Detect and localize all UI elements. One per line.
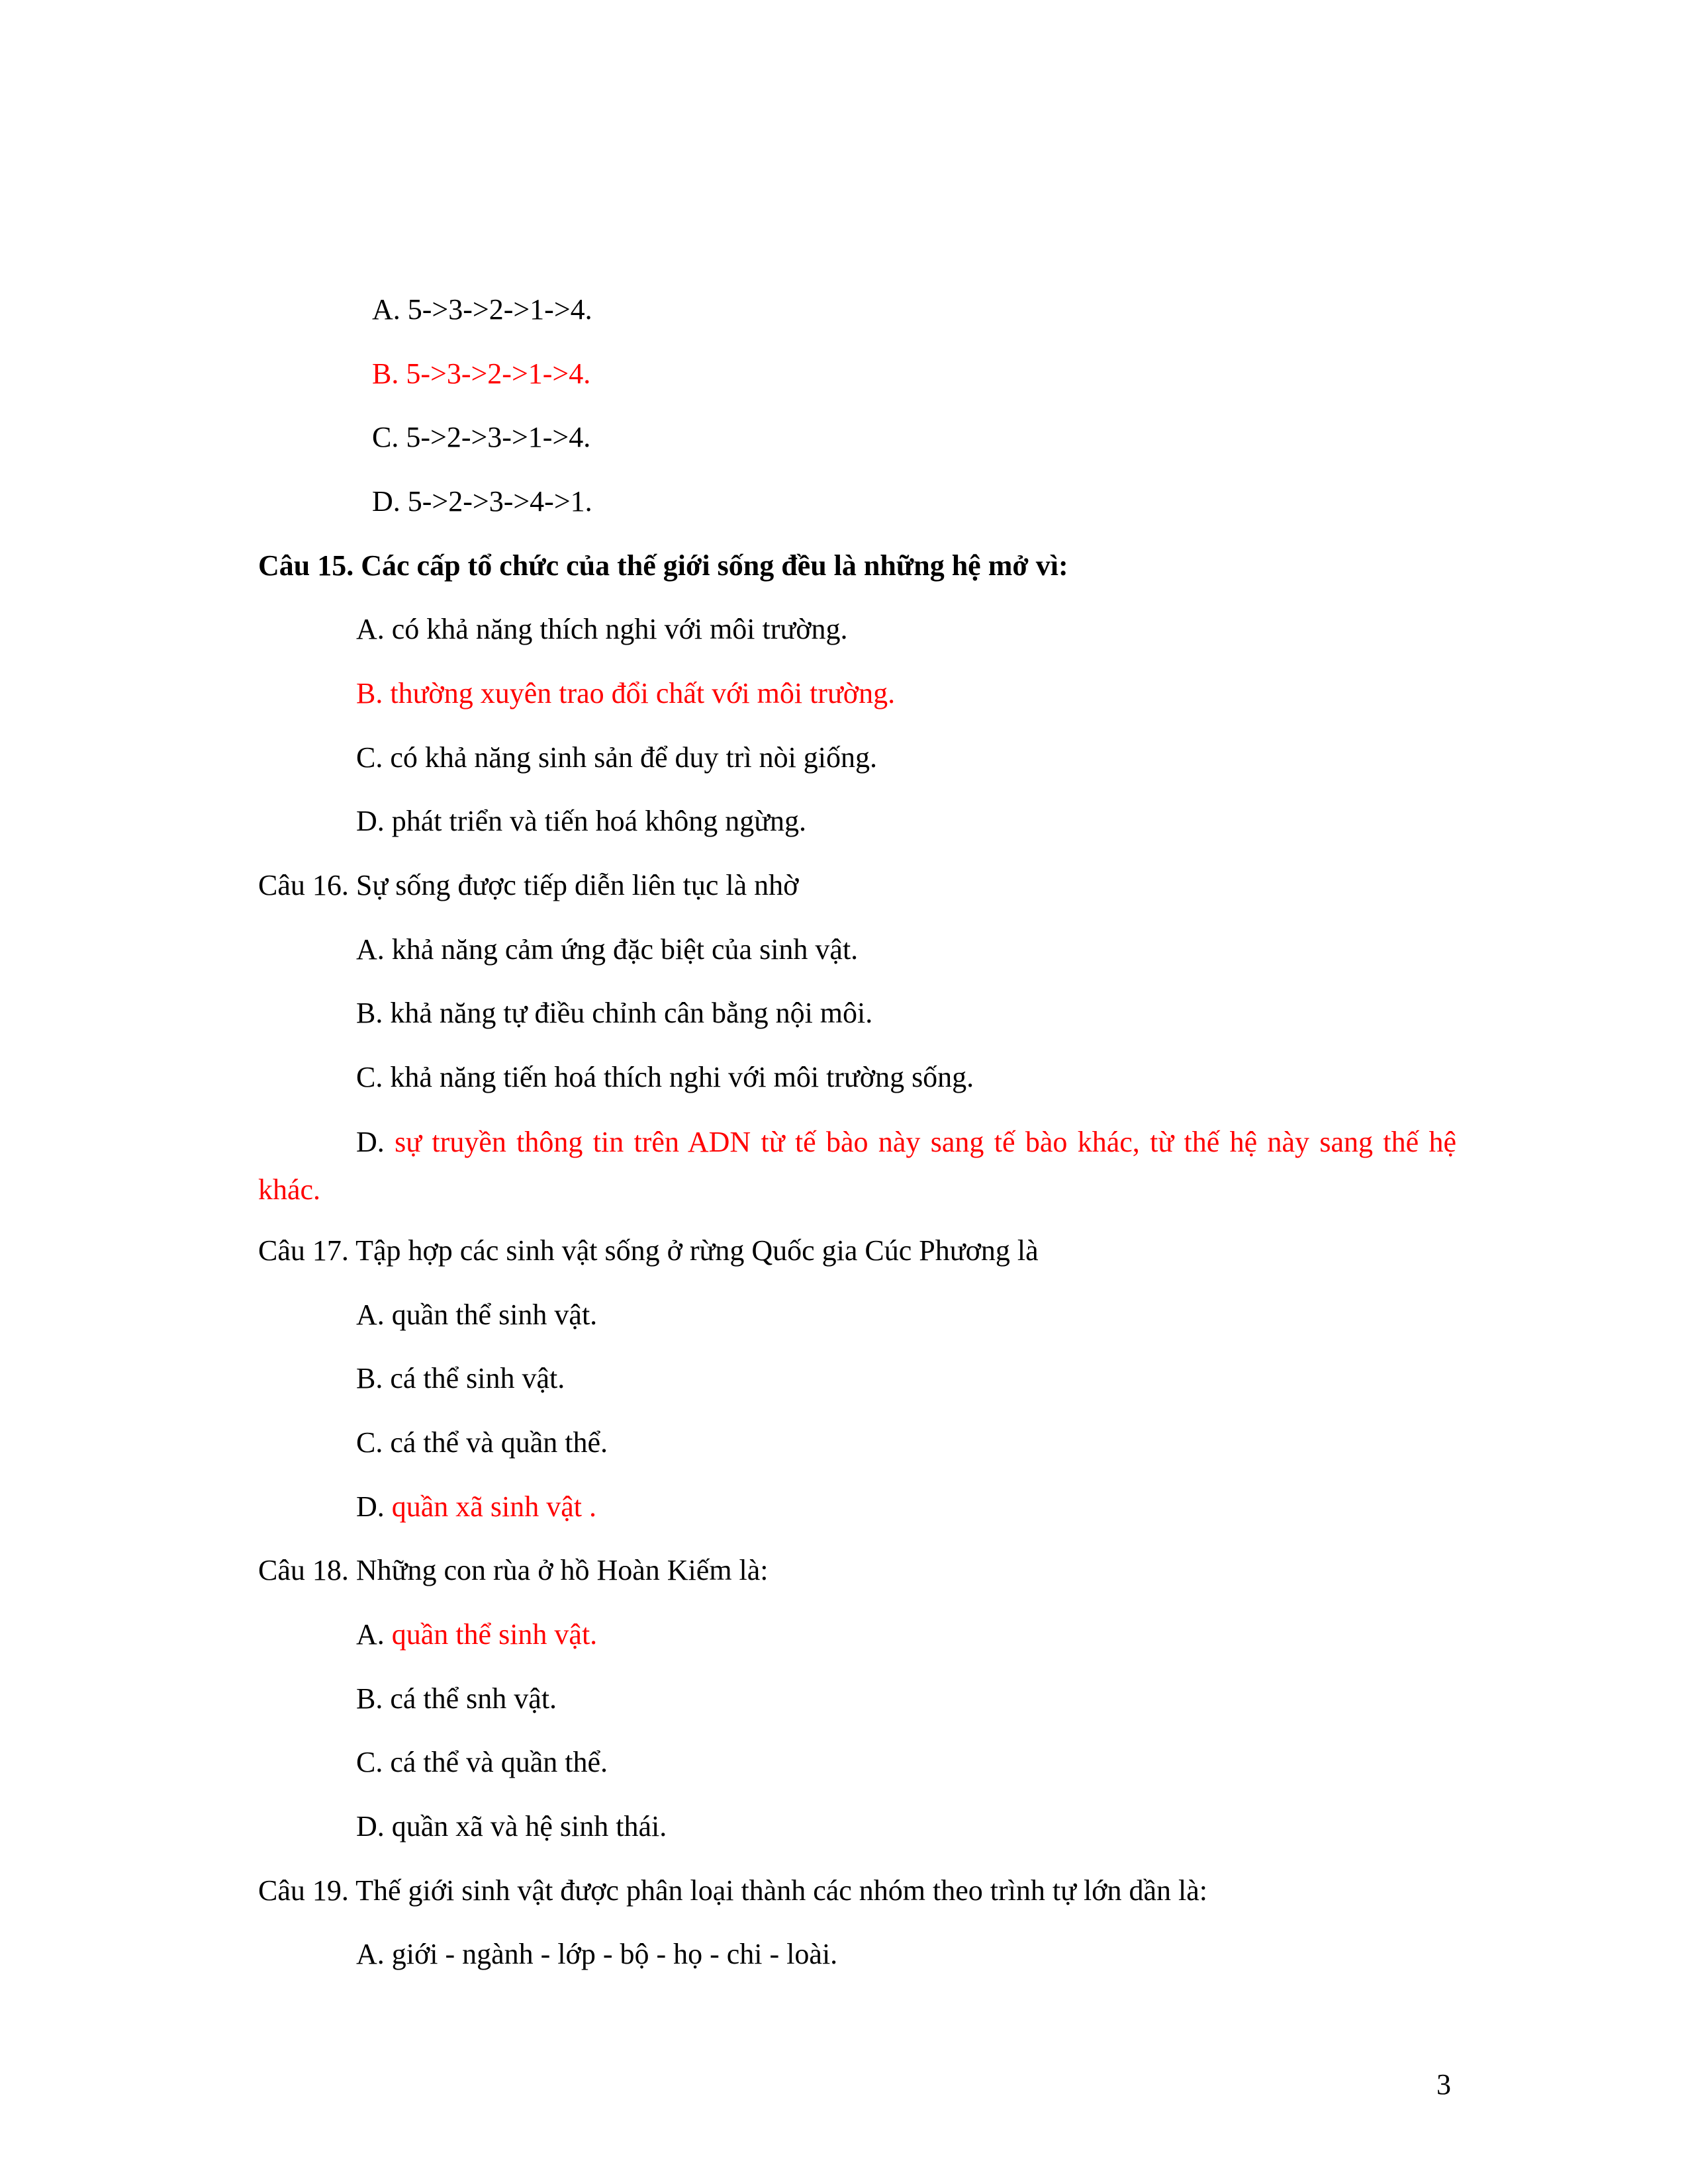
option-letter: A. [356, 1618, 385, 1651]
q18-option-a-answer [356, 1616, 597, 1653]
option-text: cá thể snh vật. [390, 1682, 557, 1715]
option-letter: D. [372, 485, 400, 518]
option-text: khả năng tiến hoá thích nghi với môi trường sống. [390, 1061, 974, 1093]
option-letter: D. [356, 1810, 385, 1843]
q18-question: Câu 18. Những con rùa ở hồ Hoàn Kiếm là: [258, 1554, 769, 1586]
q18-option-d [356, 1808, 667, 1845]
q19-question: Câu 19. Thế giới sinh vật được phân loại thành các nhóm theo trình tự lớn dần là: [258, 1874, 1207, 1907]
q17-option-b [356, 1360, 565, 1397]
q16-option-d-answer [258, 1118, 1456, 1214]
q18-option-c [356, 1744, 608, 1781]
option-text: quần xã sinh vật . [391, 1490, 596, 1523]
option-letter: A. [356, 1298, 385, 1331]
option-letter: D. [356, 805, 385, 837]
option-text: cá thể và quần thể. [390, 1746, 608, 1778]
q14-option-c [372, 419, 590, 456]
q16-option-b [356, 995, 872, 1032]
q15-option-b-answer [356, 675, 895, 712]
option-text: 5->2->3->4->1. [407, 485, 592, 518]
option-letter: C. [372, 421, 399, 453]
option-text: có khả năng sinh sản để duy trì nòi giống. [390, 741, 878, 774]
option-text: 5->2->3->1->4. [406, 421, 591, 453]
q17-option-c [356, 1424, 608, 1461]
q15-option-d [356, 803, 806, 840]
option-text: 5->3->2->1->4. [406, 357, 591, 390]
option-letter: C. [356, 741, 383, 774]
option-text: giới - ngành - lớp - bộ - họ - chi - loài. [391, 1938, 838, 1970]
option-text: sự truyền thông tin trên ADN từ tế bào này sang tế bào khác, từ thế hệ này sang thế hệ khác. [258, 1126, 1456, 1206]
q18-option-b [356, 1680, 557, 1717]
page-number: 3 [1436, 2068, 1451, 2101]
option-text: cá thể và quần thể. [390, 1426, 608, 1459]
option-letter: C. [356, 1061, 383, 1093]
option-letter: A. [372, 293, 400, 326]
q19-option-a [356, 1936, 837, 1973]
q17-option-d-answer [356, 1488, 596, 1525]
option-text: 5->3->2->1->4. [407, 293, 592, 326]
q16-option-c [356, 1059, 974, 1096]
option-text: khả năng cảm ứng đặc biệt của sinh vật. [391, 933, 859, 966]
q15-option-c [356, 739, 877, 776]
option-text: khả năng tự điều chỉnh cân bằng nội môi. [390, 997, 873, 1029]
option-letter: D. [356, 1126, 385, 1158]
option-letter: C. [356, 1746, 383, 1778]
option-letter: B. [372, 357, 399, 390]
option-text: quần thể sinh vật. [391, 1298, 598, 1331]
option-letter: B. [356, 1682, 383, 1715]
q17-question: Câu 17. Tập hợp các sinh vật sống ở rừng Quốc gia Cúc Phương là [258, 1234, 1039, 1267]
option-text: quần xã và hệ sinh thái. [391, 1810, 667, 1843]
option-text: thường xuyên trao đổi chất với môi trường. [390, 677, 896, 709]
q17-option-a [356, 1297, 597, 1334]
q15-question: Câu 15. Các cấp tổ chức của thế giới sống đều là những hệ mở vì: [258, 549, 1068, 582]
q15-option-a [356, 611, 848, 648]
option-letter: A. [356, 933, 385, 966]
option-letter: C. [356, 1426, 383, 1459]
q16-question: Câu 16. Sự sống được tiếp diễn liên tục là nhờ [258, 869, 799, 901]
option-letter: A. [356, 613, 385, 645]
option-letter: A. [356, 1938, 385, 1970]
option-letter: B. [356, 677, 383, 709]
option-text: quần thể sinh vật. [391, 1618, 598, 1651]
option-text: có khả năng thích nghi với môi trường. [391, 613, 848, 645]
option-letter: D. [356, 1490, 385, 1523]
option-letter: B. [356, 1362, 383, 1394]
q16-option-a [356, 931, 858, 968]
q14-option-a [372, 291, 592, 328]
option-letter: B. [356, 997, 383, 1029]
q14-option-d [372, 483, 592, 520]
option-text: phát triển và tiến hoá không ngừng. [391, 805, 807, 837]
option-text: cá thể sinh vật. [390, 1362, 565, 1394]
q14-option-b-answer [372, 355, 590, 392]
